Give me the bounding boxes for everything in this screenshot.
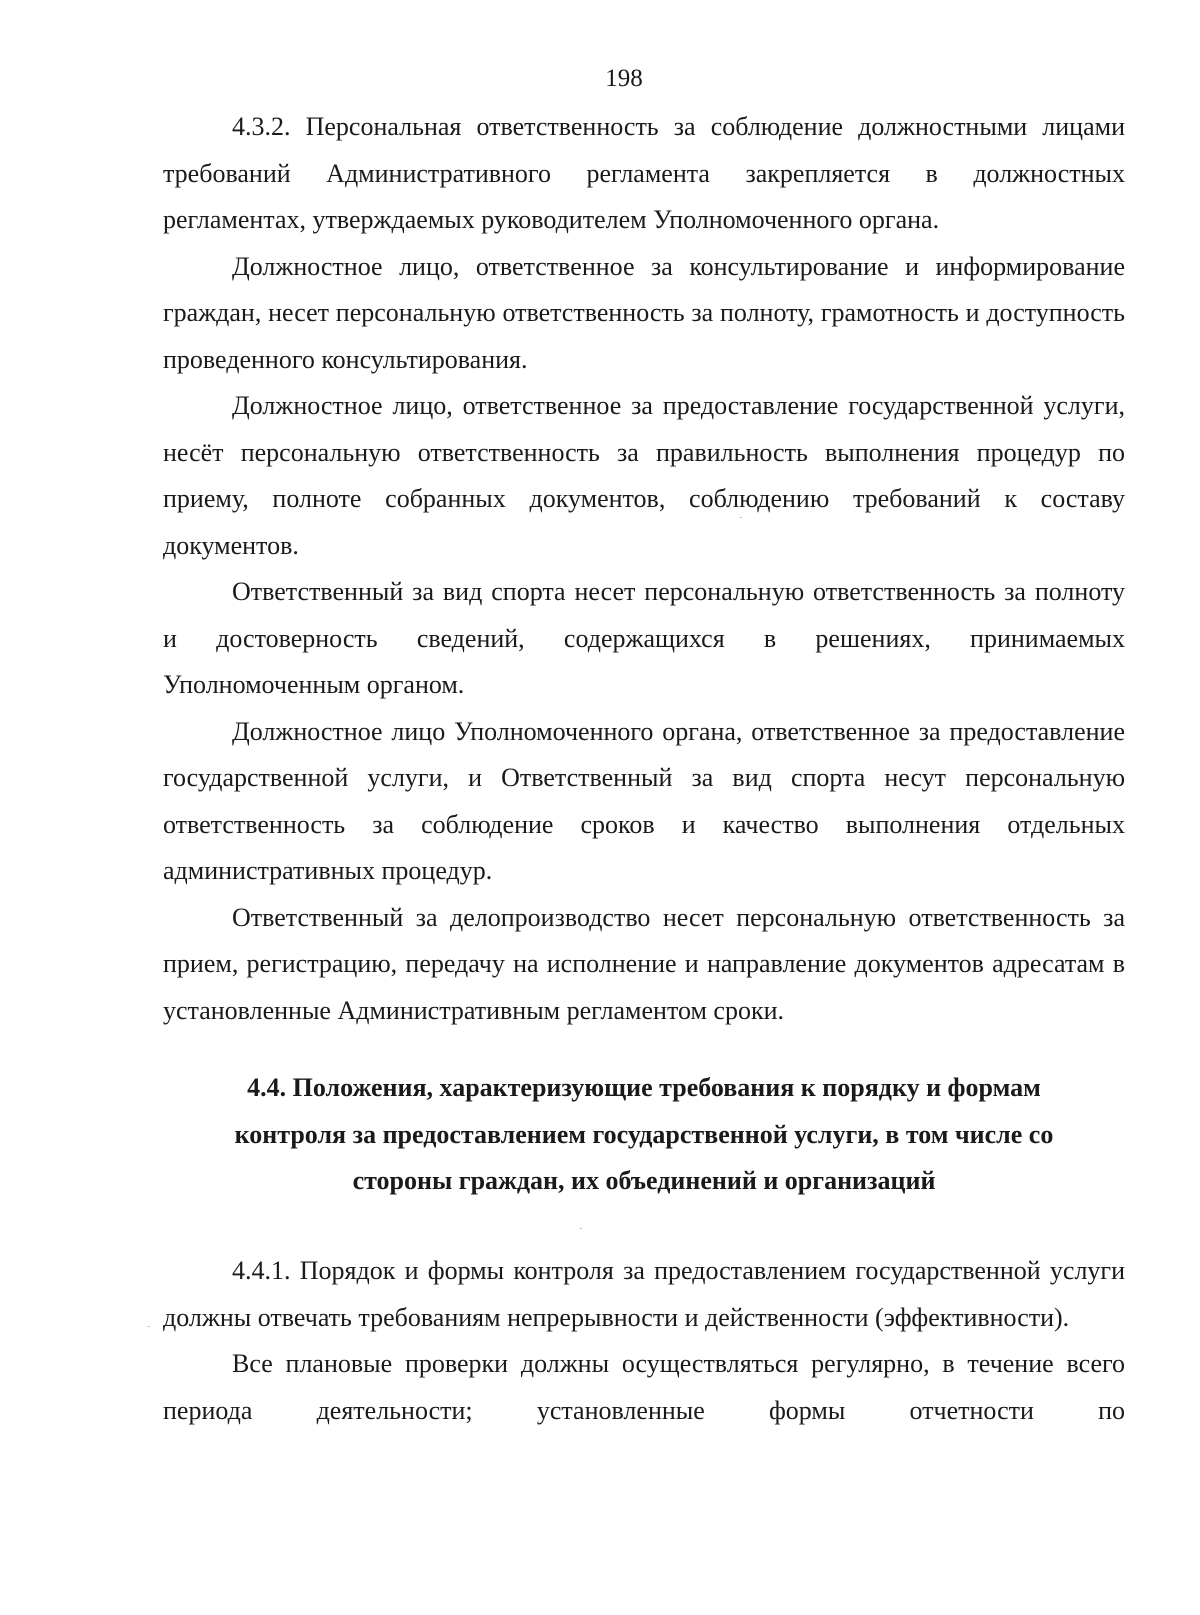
heading-line: стороны граждан, их объединений и организаций [352,1166,936,1195]
heading-line: контроля за предоставлением государственной услуги, в том числе со [234,1119,1054,1149]
paragraph-service-official-responsibility: Должностное лицо, ответственное за предоставление государственной услуги, несёт персональную ответственность за правильность выполнения процедур по приему, полноте собранных документов, соблюдению требований к составу документов. [163,391,1125,560]
scan-speck [740,517,742,518]
heading-line: 4.4. Положения, характеризующие требования к порядку и формам [247,1073,1041,1102]
scan-speck [148,1326,150,1327]
paragraph-sport-responsible: Ответственный за вид спорта несет персональную ответственность за полноту и достоверность сведений, содержащихся в решениях, принимаемых Уполномоченным органом. [163,577,1125,699]
paragraph-records-responsibility: Ответственный за делопроизводство несет персональную ответственность за прием, регистрацию, передачу на исполнение и направление документов адресатам в установленные Административным регламентом сроки. [163,902,1125,1025]
section-4-4-heading [163,1065,1125,1205]
scan-speck [580,1228,582,1229]
paragraph-4-4-1: 4.4.1. Порядок и формы контроля за предоставлением государственной услуги должны отвечать требованиям непрерывности и действенности (эффективности). [163,1256,1125,1332]
paragraph-4-3-2: 4.3.2. Персональная ответственность за соблюдение должностными лицами требований Административного регламента закрепляется в должностных регламентах, утверждаемых руководителем Уполномоченного органа. [163,112,1125,234]
section-4-4-body [163,1248,1125,1434]
section-4-3-body [163,104,1125,1034]
paragraph-deadlines-responsibility: Должностное лицо Уполномоченного органа, ответственное за предоставление государственной услуги, и Ответственный за вид спорта несут персональную ответственность за соблюдение сроков и качество выполнения отдельных административных процедур. [163,716,1125,885]
paragraph-scheduled-inspections: Все плановые проверки должны осуществляться регулярно, в течение всего периода деятельности; установленные формы отчетности по [163,1349,1125,1425]
page-number: 198 [605,65,643,92]
paragraph-consultation-responsibility: Должностное лицо, ответственное за консультирование и информирование граждан, несет персональную ответственность за полноту, грамотность и доступность проведенного консультирования. [163,251,1125,374]
